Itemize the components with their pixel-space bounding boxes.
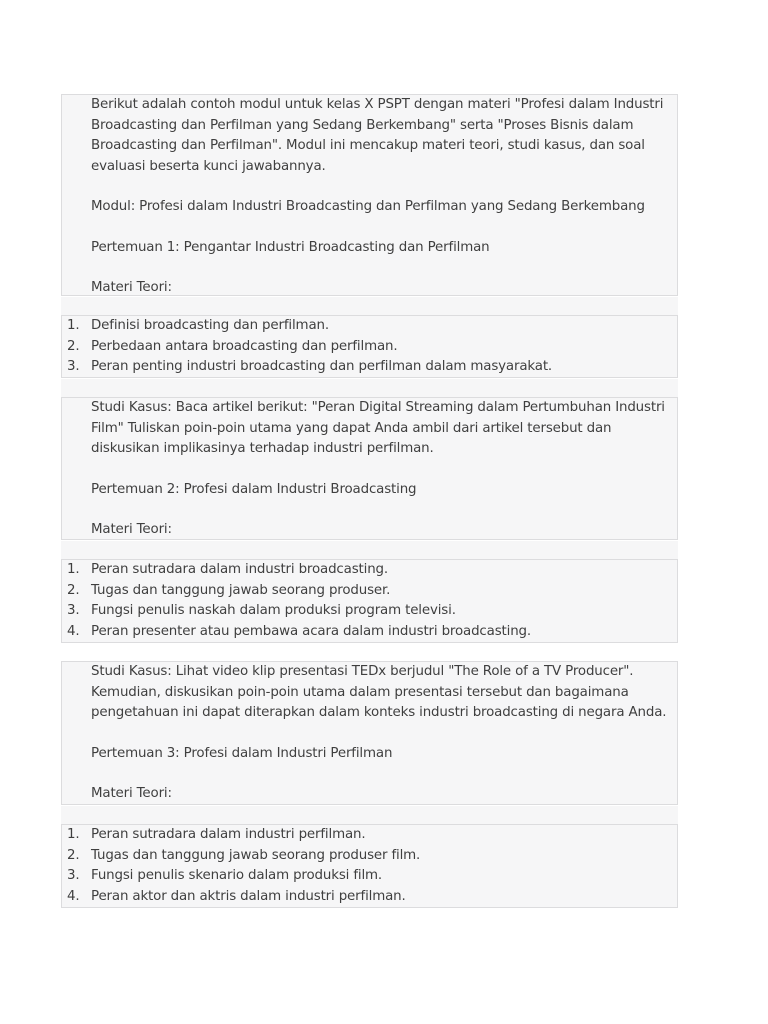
theory-list-2: [62, 560, 677, 642]
theory-list-1-block: [61, 315, 678, 378]
list-item: [62, 601, 677, 622]
block-gap: [61, 297, 678, 315]
theory-label: Materi Teori:: [91, 522, 172, 537]
list-item-number: 2.: [67, 847, 80, 863]
list-item-number: 3.: [67, 868, 80, 883]
list-item-number: 2.: [67, 338, 80, 354]
meeting-3-heading: Pertemuan 3: Profesi dalam Industri Perfilman: [91, 745, 393, 761]
list-item: [62, 316, 677, 337]
list-item-text: Perbedaan antara broadcasting dan perfilman.: [91, 338, 398, 354]
list-item: [62, 887, 677, 908]
list-item-number: 1.: [67, 827, 80, 842]
list-item-number: 4.: [67, 888, 80, 904]
list-item: [62, 581, 677, 602]
block-gap: [61, 379, 678, 397]
list-item-number: 2.: [67, 582, 80, 598]
module-title: Modul: Profesi dalam Industri Broadcasting dan Perfilman yang Sedang Berkembang: [91, 199, 645, 214]
list-item: [62, 866, 677, 887]
list-item-text: Fungsi penulis skenario dalam produksi film.: [91, 868, 383, 883]
list-item-text: Peran penting industri broadcasting dan perfilman dalam masyarakat.: [91, 359, 553, 374]
case-study-1: Studi Kasus: Baca artikel berikut: "Peran Digital Streaming dalam Pertumbuhan Industri Film" Tuliskan poin-poin utama yang dapat Anda ambil dari artikel tersebut dan diskusikan implikasinya terhadap industri perfilman.: [91, 400, 665, 456]
list-item-number: 4.: [67, 623, 80, 639]
intro-paragraph: Berikut adalah contoh modul untuk kelas X PSPT dengan materi "Profesi dalam Industri Broadcasting dan Perfilman yang Sedang Berkembang" serta "Proses Bisnis dalam Broadcasting dan Perfilman". Modul ini mencakup materi teori, studi kasus, dan soal evaluasi beserta kunci jawabannya.: [91, 97, 664, 174]
list-item-text: Fungsi penulis naskah dalam produksi program televisi.: [91, 603, 456, 618]
theory-list-1: [62, 316, 677, 378]
list-item-text: Peran presenter atau pembawa acara dalam industri broadcasting.: [91, 623, 531, 639]
list-item-number: 3.: [67, 603, 80, 618]
list-item-number: 3.: [67, 359, 80, 374]
meeting-2-heading: Pertemuan 2: Profesi dalam Industri Broadcasting: [91, 481, 417, 497]
list-item: [62, 846, 677, 867]
list-item-number: 1.: [67, 562, 80, 577]
list-item: [62, 337, 677, 358]
block-gap: [61, 806, 678, 824]
list-item: [62, 357, 677, 378]
intro-block: [61, 94, 678, 296]
list-item-text: Tugas dan tanggung jawab seorang produser.: [91, 582, 391, 598]
list-item-text: Peran sutradara dalam industri broadcasting.: [91, 562, 388, 577]
list-item-text: Peran aktor dan aktris dalam industri perfilman.: [91, 888, 406, 904]
list-item: [62, 622, 677, 643]
section-2-block: [61, 397, 678, 540]
theory-label: Materi Teori:: [91, 786, 172, 801]
meeting-1-heading: Pertemuan 1: Pengantar Industri Broadcasting dan Perfilman: [91, 239, 490, 255]
theory-list-2-block: [61, 559, 678, 643]
theory-list-3: [62, 825, 677, 907]
list-item-text: Tugas dan tanggung jawab seorang produser film.: [91, 847, 421, 863]
list-item-text: Definisi broadcasting dan perfilman.: [91, 318, 329, 333]
list-item-text: Peran sutradara dalam industri perfilman.: [91, 827, 366, 842]
block-gap: [61, 541, 678, 559]
case-study-2: Studi Kasus: Lihat video klip presentasi TEDx berjudul "The Role of a TV Producer". Kemudian, diskusikan poin-poin utama dalam presentasi tersebut dan bagaimana pengetahuan ini dapat diterapkan dalam konteks industri broadcasting di negara Anda.: [91, 664, 667, 720]
list-item-number: 1.: [67, 318, 80, 333]
list-item: [62, 825, 677, 846]
theory-list-3-block: [61, 824, 678, 908]
section-3-block: [61, 661, 678, 805]
list-item: [62, 560, 677, 581]
theory-label: Materi Teori:: [91, 280, 172, 295]
